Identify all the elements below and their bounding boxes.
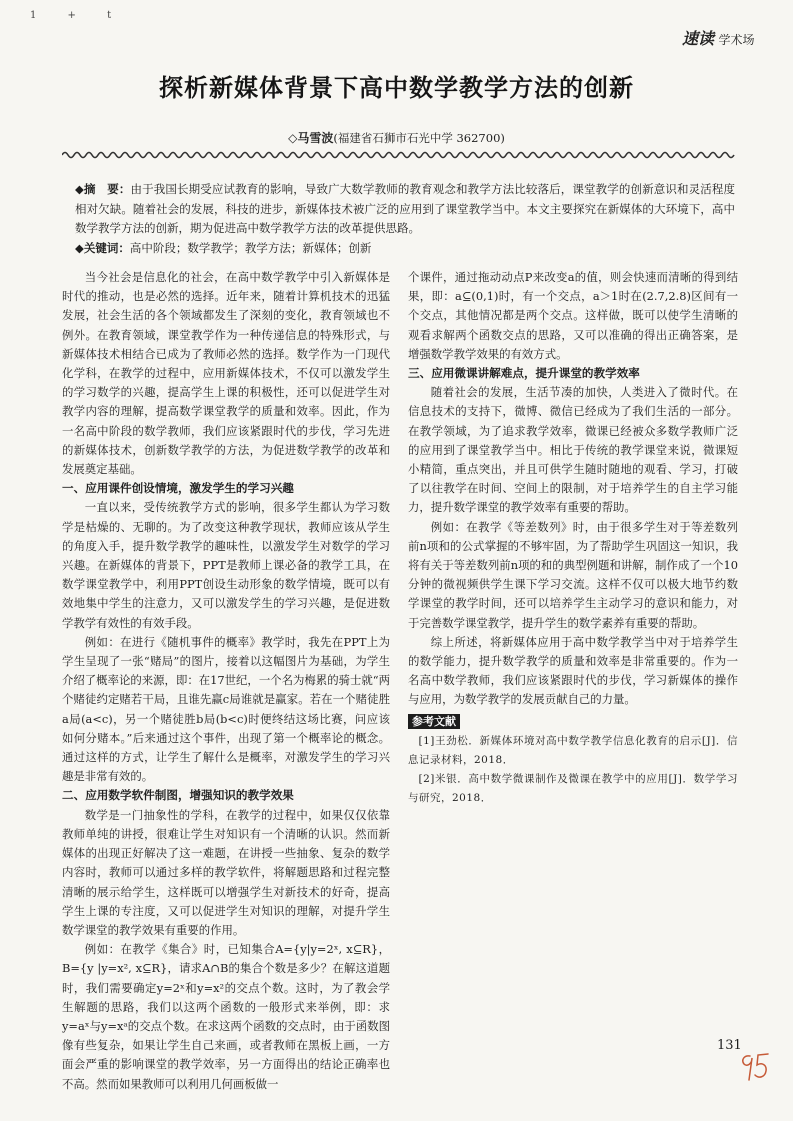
journal-brand (682, 26, 754, 49)
margin-marks: 1 + t (30, 10, 126, 21)
references-heading: 参考文献 (408, 714, 460, 729)
abstract-block (75, 180, 735, 258)
abstract-text: 由于我国长期受应试教育的影响，导致广大数学教师的教育观念和教学方法比较落后，课堂教学的创新意识和灵活程度相对欠缺。随着社会的发展，科技的进步，新媒体技术被广泛的应用到了课堂教学当中。本文主要探究在新媒体的大环境下，高中数学教学方法的创新，期为促进高中数学教学方法的改革提供思路。 (75, 182, 735, 235)
intro-paragraph: 当今社会是信息化的社会，在高中数学教学中引入新媒体是时代的推动，也是必然的选择。近年来，随着计算机技术的迅猛发展，社会生活的各个领域都发生了深刻的变化，教育领域也不例外。在教育领域，课堂教学作为一种传递信息的特殊形式，与新媒体技术相结合已成为了教师必然的选择。数学作为一门现代化学科，在教学的过程中，应用新媒体技术，不仅可以激发学生的学习数学的兴趣，提高学生上课的积极性，还可以促进学生对教学内容的理解，提高数学课堂教学的质量和效率。因此，作为一名高中阶段的数学教师，我们应该紧跟时代的步伐，学习先进的新媒体技术，创新数学教学的方法，为促进数学教学的改革和发展奠定基础。 (62, 270, 390, 477)
keywords (75, 239, 735, 259)
brand-subtitle: 学术场 (718, 33, 755, 47)
byline (0, 129, 793, 146)
handwritten-number-mark (736, 1046, 776, 1086)
author-affiliation: (福建省石狮市石光中学 362700) (333, 131, 505, 145)
section-1-paragraph-1: 一直以来，受传统教学方式的影响，很多学生都认为学习数学是枯燥的、无聊的。为了改变这种教学现状，教师应该从学生的角度入手，提升数学教学的趣味性，以激发学生对数学的学习兴趣。在新媒体的背景下，PPT是教师上课必备的教学工具，在数学课堂教学中，利用PPT创设生动形象的数学情境，既可以有效地集中学生的注意力，又可以激发学生的学习兴趣，是促进数学教学有效性的有效手段。 (62, 500, 390, 630)
reference-item: [1]王劲松．新媒体环境对高中数学教学信息化教育的启示[J]．信息记录材料，2018． (408, 734, 738, 766)
section-2-paragraph-2: 例如：在教学《集合》时，已知集合A={y|y=2ˣ, x⊆R}，B={y |y=x², x⊆R}，请求A∩B的集合个数是多少？在解这道题时，我们需要确定y=2ˣ和y=x²的交点个数。这时，为了教会学生解题的思路，我们以这两个函数的一般形式来举例，即：求y=aˣ与y=xᵃ的交点个数。在求这两个函数的交点时，由于函数图像有些复杂，如果让学生自己来画，或者教师在黑板上画，一方面会严重的影响课堂的教学效率，另一方面得出的结论正确率也不高。然而如果教师可以利用几何画板做一 (62, 942, 390, 1091)
section-1-paragraph-2: 例如：在进行《随机事件的概率》教学时，我先在PPT上为学生呈现了一张“赌局”的图片，接着以这幅图片为基础，为学生介绍了概率论的来源，即：在17世纪，一个名为梅累的骑士就“两个赌徒约定赌若干局，且谁先赢c局谁就是赢家。若在一个赌徒胜a局(a<c)，另一个赌徒胜b局(b<c)时便终结这场比赛，问应该如何分赌本。”后来通过这个事件，出现了第一个概率论的概念。通过这样的方式，让学生了解什么是概率，对激发学生的学习兴趣是非常有效的。 (62, 634, 390, 784)
section-2-paragraph-2-continued: 个课件，通过拖动动点P来改变a的值，则会快速而清晰的得到结果，即：a⊆(0,1)时，有一个交点，a＞1时在(2.7,2.8)区间有一个交点，其他情况都是两个交点。这样做，既可以使学生清晰的观看求解两个函数交点的思路，又可以准确的得出正确答案，是增强数学教学效果的有效方式。 (408, 270, 738, 361)
section-2-paragraph-1: 数学是一门抽象性的学科，在教学的过程中，如果仅仅依靠教师单纯的讲授，很难让学生对知识有一个清晰的认识。然而新媒体的出现正好解决了这一难题，在讲授一些抽象、复杂的数学内容时，教师可以通过多样的教学软件，将解题思路和过程完整清晰的展示给学生，这样既可以增强学生对新技术的好奇，提高学生上课的专注度，又可以促进学生对知识的理解，对提升学生数学课堂的教学效果有重要的作用。 (62, 807, 390, 937)
reference-item: [2]米银．高中数学微课制作及微课在教学中的应用[J]．数学学习与研究，2018． (408, 772, 738, 804)
abstract (75, 180, 735, 239)
brand-logo-text: 速读 (682, 29, 715, 48)
conclusion-paragraph: 综上所述，将新媒体应用于高中数学教学当中对于培养学生的数学能力，提升数学教学的质量和效率是非常重要的。作为一名高中数学教师，我们应该紧跟时代的步伐，学习新媒体的操作与应用，为数学教学的发展贡献自己的力量。 (408, 634, 738, 707)
section-3-paragraph-2: 例如：在教学《等差数列》时，由于很多学生对于等差数列前n项和的公式掌握的不够牢固，为了帮助学生巩固这一知识，我将有关于等差数列前n项的和的典型例题和讲解，制作成了一个10分钟的微视频供学生课下学习交流。这样不仅可以极大地节约数学课堂的教学时间，还可以培养学生主动学习的意识和能力，对于完善数学课堂教学，提升学生的数学素养有重要的帮助。 (408, 519, 738, 630)
section-heading-1: 一、应用课件创设情境，激发学生的学习兴趣 (62, 481, 294, 496)
keywords-label: ◆关键词： (75, 240, 130, 255)
section-3-paragraph-1: 随着社会的发展，生活节凑的加快，人类进入了微时代。在信息技术的支持下，微博、微信已经成为了我们生活的一部分。在教学领域，为了追求教学效率，微课已经被众多数学教师广泛的应用到了课堂教学当中。相比于传统的教学课堂来说，微课短小精简，重点突出，并且可供学生随时随地的观看、学习，打破了以往教学在时间、空间上的限制，对于培养学生的自主学习能力，提升数学课堂的教学效率有重要的帮助。 (408, 385, 738, 515)
article-title: 探析新媒体背景下高中数学教学方法的创新 (159, 74, 634, 102)
abstract-label: ◆摘 要： (75, 182, 131, 196)
author-name: ◇马雪波 (288, 131, 334, 145)
body-column-right (408, 268, 738, 808)
section-heading-2: 二、应用数学软件制图，增强知识的教学效果 (62, 788, 294, 803)
body-column-left (62, 268, 390, 1094)
page-number: 131 (717, 1038, 742, 1053)
decorative-wave-divider (62, 148, 738, 162)
section-heading-3: 三、应用微课讲解难点，提升课堂的教学效率 (408, 366, 640, 381)
keywords-text: 高中阶段；数学教学；教学方法；新媒体；创新 (129, 240, 372, 255)
